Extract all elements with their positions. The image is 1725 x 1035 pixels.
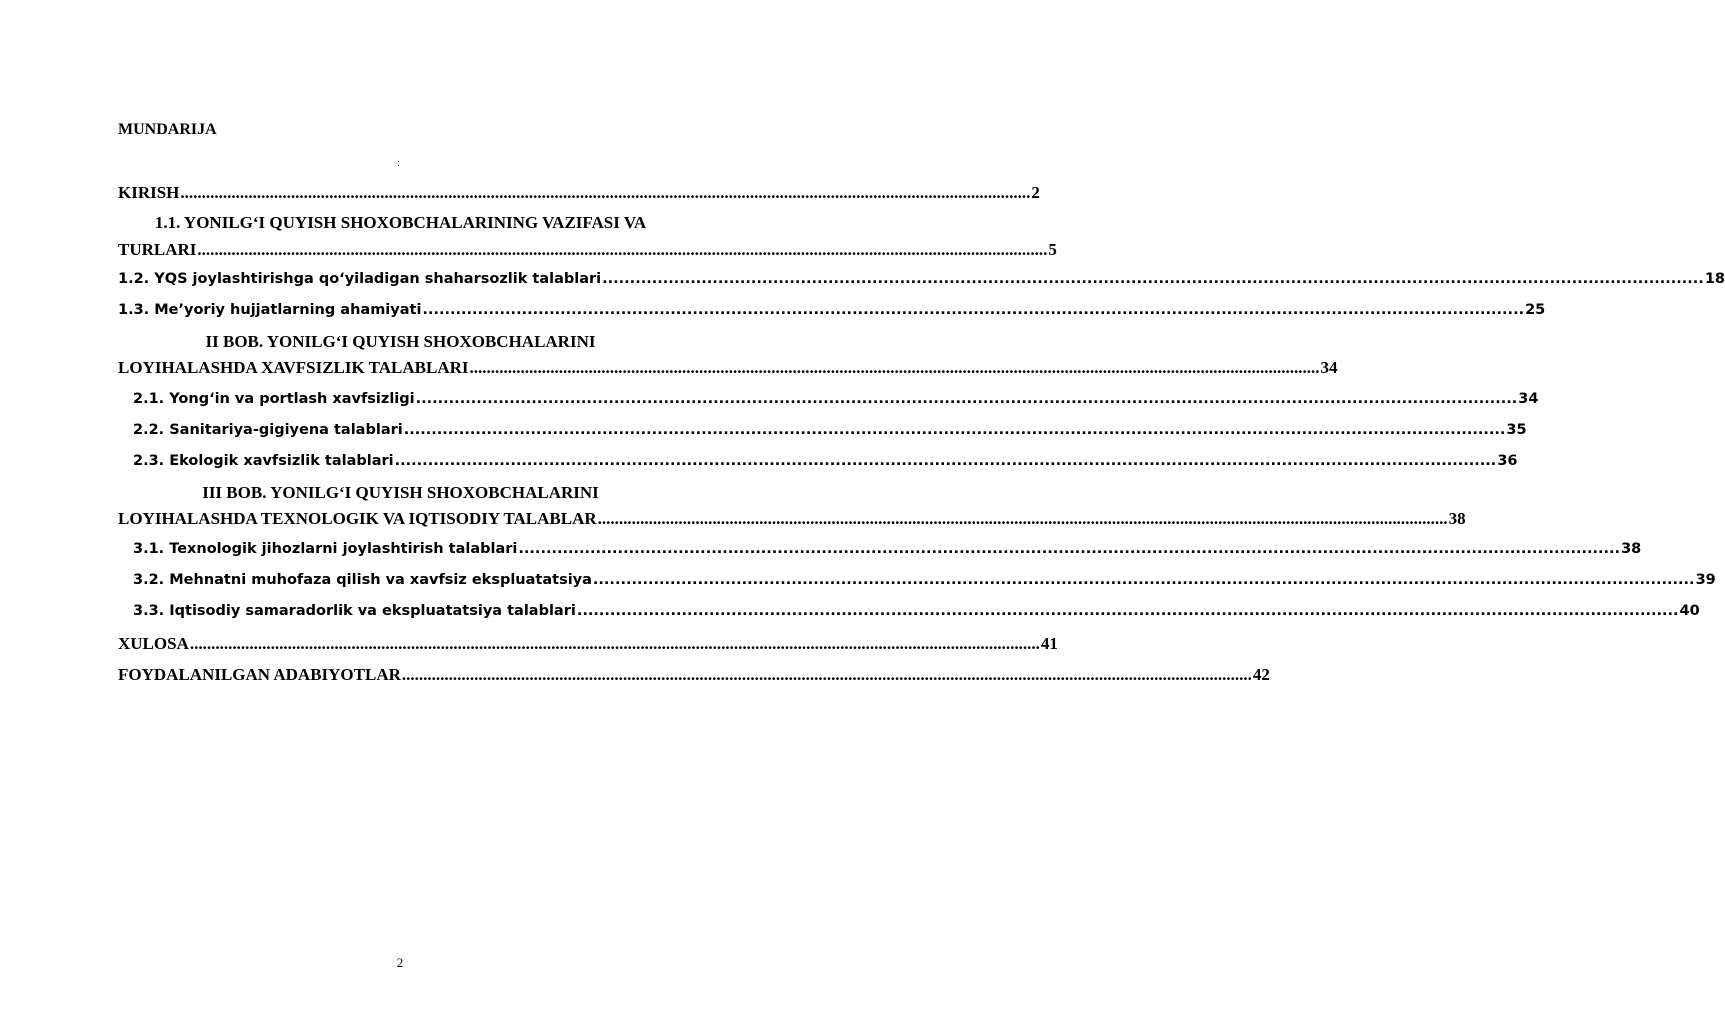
- toc-entry-chapter-2[interactable]: LOYIHALASHDA XAVFSIZLIK TALABLARI ........................................................................................................................................................................................................ 34: [118, 358, 1338, 377]
- toc-heading-line: 1.1. YONILG‘I QUYISH SHOXOBCHALARINING VAZIFASI VA: [154, 213, 647, 232]
- toc-entry-1-3[interactable]: 1.3. Me’yoriy hujjatlarning ahamiyati ........................................................................................................................................................................................................ 25: [118, 302, 1546, 318]
- leader-dots: ........................................................................................................................................................................................................: [422, 302, 1525, 318]
- toc-entry-2-3[interactable]: 2.3. Ekologik xavfsizlik talablari ........................................................................................................................................................................................................ 36: [133, 453, 1518, 469]
- separator-mark: :: [397, 157, 401, 169]
- toc-entry-1-2[interactable]: 1.2. YQS joylashtirishga qo‘yiladigan shaharsozlik talablari ........................................................................................................................................................................................................ 18: [118, 271, 1725, 287]
- toc-entry-2-2[interactable]: 2.2. Sanitariya-gigiyena talablari ........................................................................................................................................................................................................ 35: [133, 422, 1527, 438]
- leader-dots: ........................................................................................................................................................................................................: [592, 572, 1695, 588]
- toc-entry-adabiyotlar[interactable]: FOYDALANILGAN ADABIYOTLAR ........................................................................................................................................................................................................ 42: [118, 665, 1270, 684]
- leader-dots: ........................................................................................................................................................................................................: [394, 453, 1497, 469]
- toc-heading-line: II BOB. YONILG‘I QUYISH SHOXOBCHALARINI: [205, 332, 596, 351]
- leader-dots: ........................................................................................................................................................................................................: [469, 358, 1320, 377]
- toc-entry-3-3[interactable]: 3.3. Iqtisodiy samaradorlik va ekspluatatsiya talablari ........................................................................................................................................................................................................ 40: [133, 603, 1700, 619]
- leader-dots: ........................................................................................................................................................................................................: [401, 665, 1252, 684]
- leader-dots: ........................................................................................................................................................................................................: [576, 603, 1679, 619]
- toc-entry-2-1[interactable]: 2.1. Yong‘in va portlash xavfsizligi ........................................................................................................................................................................................................ 34: [133, 391, 1539, 407]
- leader-dots: ........................................................................................................................................................................................................: [180, 183, 1031, 202]
- leader-dots: ........................................................................................................................................................................................................: [197, 240, 1048, 259]
- toc-heading-line: III BOB. YONILG‘I QUYISH SHOXOBCHALARINI: [202, 483, 599, 502]
- leader-dots: ........................................................................................................................................................................................................: [403, 422, 1506, 438]
- toc-entry-chapter-3[interactable]: LOYIHALASHDA TEXNOLOGIK VA IQTISODIY TALABLAR ........................................................................................................................................................................................................ 38: [118, 509, 1466, 528]
- page-number: 2: [396, 955, 404, 970]
- toc-title: MUNDARIJA: [118, 121, 217, 138]
- toc-entry-3-1[interactable]: 3.1. Texnologik jihozlarni joylashtirish talablari ........................................................................................................................................................................................................ 38: [133, 541, 1642, 557]
- toc-entry-xulosa[interactable]: XULOSA ........................................................................................................................................................................................................ 41: [118, 634, 1058, 653]
- toc-entry-3-2[interactable]: 3.2. Mehnatni muhofaza qilish va xavfsiz ekspluatatsiya ........................................................................................................................................................................................................ 39: [133, 572, 1716, 588]
- leader-dots: ........................................................................................................................................................................................................: [189, 634, 1040, 653]
- leader-dots: ........................................................................................................................................................................................................: [597, 509, 1448, 528]
- leader-dots: ........................................................................................................................................................................................................: [602, 271, 1704, 287]
- leader-dots: ........................................................................................................................................................................................................: [518, 541, 1621, 557]
- toc-entry-1-1[interactable]: TURLARI ........................................................................................................................................................................................................ 5: [118, 240, 1057, 259]
- toc-entry-kirish[interactable]: KIRISH ........................................................................................................................................................................................................ 2: [118, 183, 1040, 202]
- leader-dots: ........................................................................................................................................................................................................: [415, 391, 1518, 407]
